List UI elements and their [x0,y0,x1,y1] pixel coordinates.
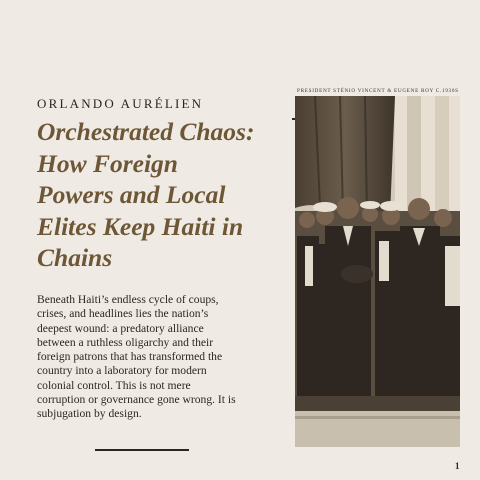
author-name: ORLANDO AURÉLIEN [37,96,204,111]
body-line: foreign patrons that has transformed the [37,350,223,364]
historical-photo [295,96,460,447]
body-line: country into a laboratory for modern [37,364,207,378]
bottom-divider-line [95,449,189,451]
title-line: How Foreign [37,148,178,178]
body-line: between a ruthless oligarchy and their [37,335,214,349]
title-line: Elites Keep Haiti in [37,211,244,241]
body-line: crises, and headlines lies the nation’s [37,307,209,321]
title-line: Chains [37,243,113,272]
title-line: Orchestrated Chaos: [37,117,255,146]
page-number: 1 [455,461,460,471]
body-line: deepest wound: a predatory alliance [37,321,204,335]
article-title [37,116,292,274]
photo-caption: PRESIDENT STÉNIO VINCENT & EUGENE ROY C.1930S [297,88,459,94]
title-line: Powers and Local [37,180,226,209]
body-line: colonial control. This is not mere [37,378,191,392]
body-line: subjugation by design. [37,407,142,421]
body-line: corruption or governance gone wrong. It is [37,393,236,407]
body-line: Beneath Haiti’s endless cycle of coups, [37,293,219,306]
historical-photo-illustration [295,96,460,447]
intro-paragraph [37,293,287,422]
